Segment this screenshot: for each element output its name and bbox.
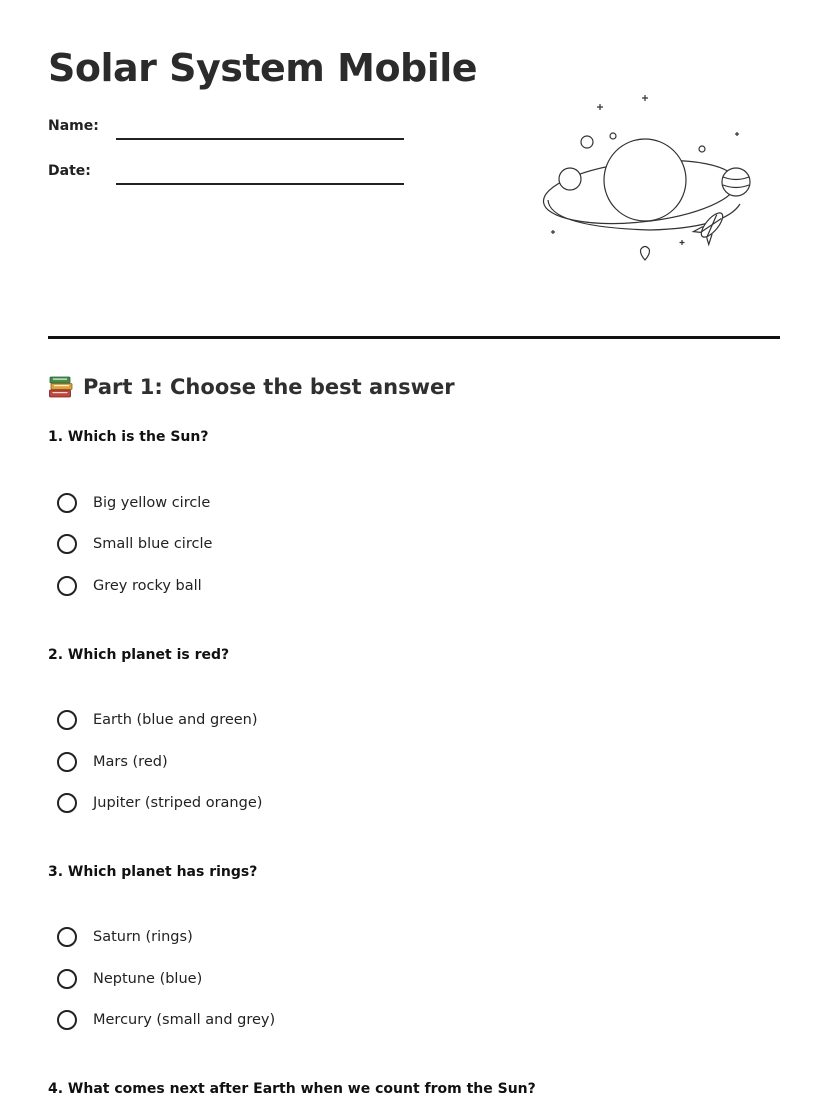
q2-option-2[interactable] <box>57 749 168 775</box>
question-2: 2. Which planet is red? <box>48 647 230 663</box>
q1-option-2[interactable] <box>57 531 212 557</box>
option-label: Jupiter (striped orange) <box>93 795 263 811</box>
radio-button[interactable] <box>57 493 77 513</box>
option-label: Mars (red) <box>93 754 168 770</box>
q1-option-3[interactable] <box>57 573 202 599</box>
solar-system-illustration <box>540 92 755 267</box>
date-write-line[interactable] <box>116 183 404 185</box>
radio-button[interactable] <box>57 1010 77 1030</box>
date-field <box>48 163 116 179</box>
radio-button[interactable] <box>57 752 77 772</box>
part1-heading <box>48 374 455 400</box>
part1-heading-text: Part 1: Choose the best answer <box>83 375 455 399</box>
option-label: Small blue circle <box>93 536 213 552</box>
q2-option-1[interactable] <box>57 707 258 733</box>
option-label: Saturn (rings) <box>93 929 193 945</box>
books-icon <box>48 374 74 400</box>
name-field <box>48 118 116 134</box>
option-label: Earth (blue and green) <box>93 712 258 728</box>
q3-option-2[interactable] <box>57 966 202 992</box>
section-divider <box>48 336 780 339</box>
q1-option-1[interactable] <box>57 490 210 516</box>
radio-button[interactable] <box>57 576 77 596</box>
radio-button[interactable] <box>57 710 77 730</box>
question-1: 1. Which is the Sun? <box>48 429 209 445</box>
page-title: Solar System Mobile <box>48 46 478 90</box>
option-label: Big yellow circle <box>93 495 211 511</box>
option-label: Neptune (blue) <box>93 971 203 987</box>
option-label: Mercury (small and grey) <box>93 1012 276 1028</box>
radio-button[interactable] <box>57 793 77 813</box>
radio-button[interactable] <box>57 927 77 947</box>
radio-button[interactable] <box>57 969 77 989</box>
q3-option-1[interactable] <box>57 924 193 950</box>
option-label: Grey rocky ball <box>93 578 202 594</box>
radio-button[interactable] <box>57 534 77 554</box>
date-label: Date: <box>48 163 91 179</box>
name-write-line[interactable] <box>116 138 404 140</box>
question-3: 3. Which planet has rings? <box>48 864 258 880</box>
question-4: 4. What comes next after Earth when we count from the Sun? <box>48 1081 536 1097</box>
name-label: Name: <box>48 118 99 134</box>
q3-option-3[interactable] <box>57 1007 275 1033</box>
q2-option-3[interactable] <box>57 790 262 816</box>
